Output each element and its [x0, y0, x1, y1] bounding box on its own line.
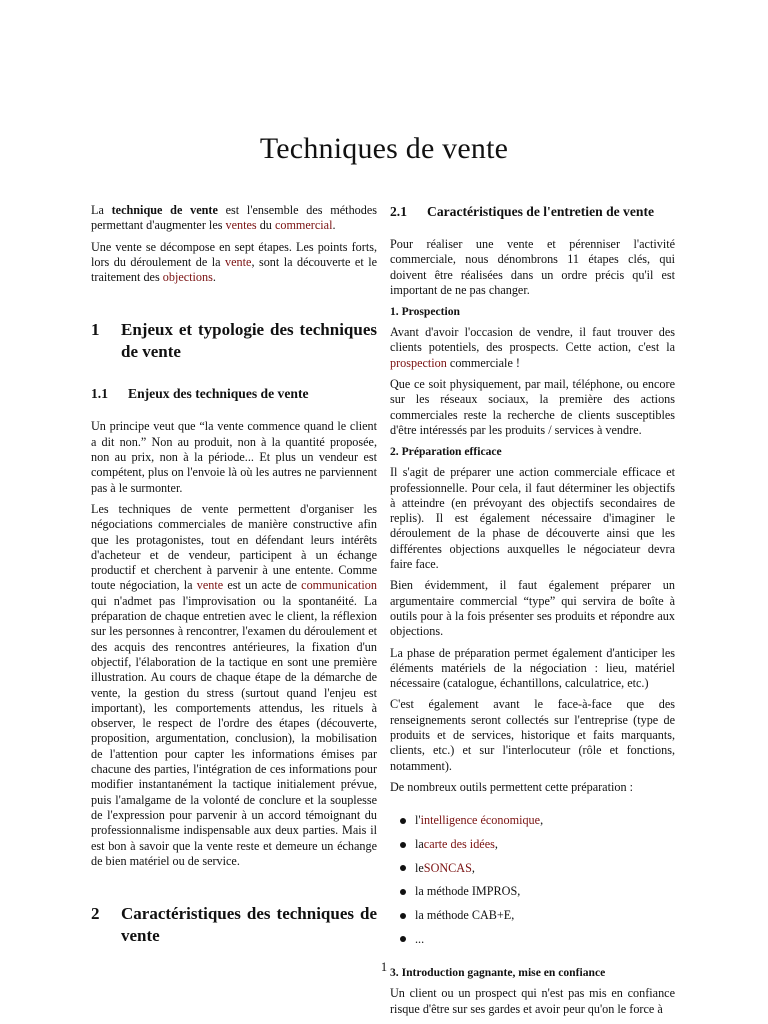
- step-1-heading: 1. Prospection: [390, 305, 460, 319]
- list-item: ...: [400, 928, 675, 952]
- step-2-paragraph-1: Il s'agit de préparer une action commerciale efficace et professionnelle. Pour cela, il faut déterminer les objectifs à atteindre (en prévoyant des objectifs secondaires de replis). Il est également nécessaire d'imaginer le déroulement de la phase de découverte ainsi que les différentes objections auxquelles le négociateur devra faire face.: [390, 465, 675, 572]
- link-vente-2[interactable]: vente: [196, 578, 224, 593]
- section-title: Enjeux et typologie des techniques de vente: [121, 320, 377, 362]
- section-title: Caractéristiques de l'entretien de vente: [427, 204, 655, 219]
- link-intelligence-economique[interactable]: intelligence économique: [420, 813, 541, 828]
- step-2-paragraph-4: C'est également avant le face-à-face que des renseignements seront collectés sur l'entreprise (type de produits et de services, historique et faits marquants, clients, etc.) et sur l'interlocuteur (rôle et fonctions, notamment).: [390, 697, 675, 773]
- link-objections[interactable]: objections: [162, 270, 213, 285]
- link-communication[interactable]: communication: [301, 578, 377, 593]
- list-item: le SONCAS ,: [400, 857, 675, 881]
- section-number: 2: [91, 904, 100, 924]
- section-number: 1: [91, 320, 100, 340]
- section-number: 2.1: [390, 204, 407, 219]
- bullet-icon: [400, 842, 406, 848]
- bullet-icon: [400, 818, 406, 824]
- section-2-heading: [91, 903, 377, 947]
- page-title: Techniques de vente: [259, 132, 509, 166]
- step-2-paragraph-5: De nombreux outils permettent cette préparation :: [390, 779, 633, 794]
- intro-paragraph-2: Une vente se décompose en sept étapes. Les points forts, lors du déroulement de la vente, sont la découverte et le traitement des objections.: [91, 239, 377, 285]
- step-3-heading: 3. Introduction gagnante, mise en confiance: [390, 966, 606, 980]
- link-commercial[interactable]: commercial: [274, 218, 333, 233]
- s21-paragraph-1: Pour réaliser une vente et pérenniser l'activité commerciale, nous dénombrons 11 étapes clés, qui doivent être réalisées dans un ordre précis qu'il est important de ne pas changer.: [390, 237, 675, 297]
- intro-term: technique de vente: [111, 203, 218, 217]
- link-soncas[interactable]: SONCAS: [423, 860, 472, 875]
- step-2-paragraph-2: Bien évidemment, il faut également préparer un argumentaire commercial “type” qui servira de boîte à outils pour à la fois présenter ses produits et répondre aux objections.: [390, 578, 675, 639]
- bullet-icon: [400, 913, 406, 919]
- link-ventes[interactable]: ventes: [225, 218, 257, 233]
- step-1-paragraph-1: Avant d'avoir l'occasion de vendre, il faut trouver des clients potentiels, des prospects. Cette action, c'est la prospection commerciale !: [390, 325, 675, 370]
- right-column: [390, 203, 675, 1023]
- bullet-icon: [400, 865, 406, 871]
- s11-paragraph-1: Un principe veut que “la vente commence quand le client a dit non.” Non au produit, non à la quantité proposée, non au prix, non à la période... Et plus un vendeur est compétent, plus on l'envoie là où les autres ne parviennent pas à le surmonter.: [91, 419, 377, 495]
- section-1-heading: [91, 319, 377, 363]
- intro-paragraph-1: La technique de vente est l'ensemble des méthodes permettant d'augmenter les ventes du commercial.: [91, 203, 378, 233]
- left-column: [91, 203, 377, 947]
- link-vente[interactable]: vente: [225, 254, 252, 269]
- section-1-1-heading: [91, 385, 377, 403]
- page-number: 1: [380, 960, 388, 974]
- list-item: la carte des idées ,: [400, 833, 675, 857]
- section-2-1-heading: [390, 203, 675, 221]
- section-title: Caractéristiques des techniques de vente: [121, 904, 377, 946]
- link-prospection[interactable]: prospection: [390, 355, 447, 370]
- s11-paragraph-2: Les techniques de vente permettent d'organiser les négociations commerciales de manière constructive afin que les protagonistes, tout en défendant leurs intérêts d'acheteur et de vendeur, participent à un échange productif et cherchent à parvenir à une entente. Comme toute négociation, la vente est un acte de communication qui n'admet pas l'improvisation ou la spontanéité. La préparation de chaque entretien avec le client, la réflexion sur les personnes à rencontrer, l'examen du déroulement et des acquis des rencontres antérieures, la fixation d'un objectif, l'élaboration de la tactique en sont une première illustration. Au cours de chaque étape de la démarche de vente, la gestion du stress (surtout quand l'enjeu est important), les comportements attendus, les rituels à observer, le respect de l'ordre des étapes (découverte, proposition, argumentation, conclusion), la mobilisation de l'attention pour capter les informations émises par chacune des parties, l'intégration de ces informations pour modifier instantanément la tactique initialement prévue, puis l'amalgame de la volonté de conclure et la souplesse de l'expression pour parvenir à un accord témoignant du professionnalisme indispensable aux deux parties. Mais il est bon à savoir que la vente reste et demeure un échange de bien matériel ou de service.: [91, 501, 377, 868]
- step-1-paragraph-2: Que ce soit physiquement, par mail, téléphone, ou encore sur les réseaux sociaux, la première des actions commerciales reste la recherche de clients susceptibles d'être intéressés par les produits / services à vendre.: [390, 377, 675, 437]
- list-item: l' intelligence économique ,: [400, 809, 675, 833]
- bullet-icon: [400, 889, 406, 895]
- step-3-paragraph-1: Un client ou un prospect qui n'est pas mis en confiance risque d'être sur ses gardes et avoir peur qu'on le force à: [390, 986, 675, 1016]
- bullet-icon: [400, 936, 406, 942]
- section-title: Enjeux des techniques de vente: [128, 386, 309, 402]
- link-carte-des-idees[interactable]: carte des idées: [423, 837, 495, 852]
- tools-list: [390, 809, 675, 951]
- step-2-heading: 2. Préparation efficace: [390, 445, 502, 459]
- list-item: la méthode CAB+E,: [400, 904, 675, 928]
- section-number: 1.1: [91, 386, 108, 402]
- list-item: la méthode IMPROS,: [400, 880, 675, 904]
- step-2-paragraph-3: La phase de préparation permet également d'anticiper les éléments matériels de la négociation : lieu, matériel nécessaire (catalogue, échantillons, calculatrice, etc.): [390, 645, 675, 691]
